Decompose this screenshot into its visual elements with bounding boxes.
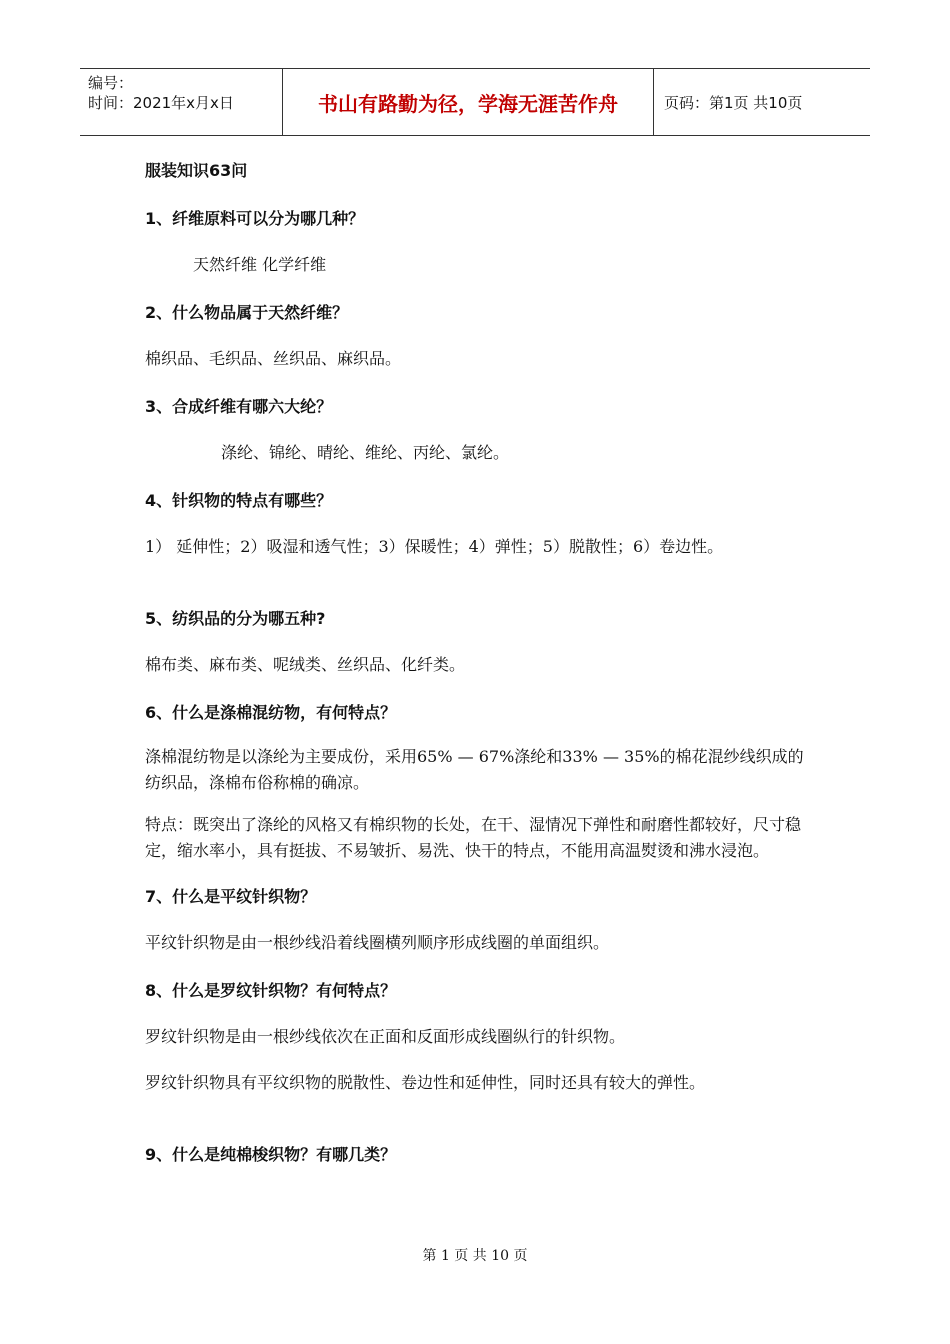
page-footer: 第 1 页 共 10 页 — [422, 1248, 528, 1264]
document-body — [145, 158, 835, 1168]
header-page-info: 页码：第1页 共10页 — [664, 93, 803, 112]
question-8: 8、什么是罗纹针织物？有何特点？ — [145, 981, 397, 1000]
question-2: 2、什么物品属于天然纤维？ — [145, 303, 349, 322]
header-motto: 书山有路勤为径，学海无涯苦作舟 — [282, 69, 654, 135]
answer-6-features: 特点：既突出了涤纶的风格又有棉织物的长处，在干、湿情况下弹性和耐磨性都较好，尺寸稳定，缩水率小，具有挺拔、不易皱折、易洗、快干的特点，不能用高温熨烫和沸水浸泡。 — [145, 815, 802, 860]
question-7: 7、什么是平纹针织物？ — [145, 887, 317, 906]
answer-8-definition: 罗纹针织物是由一根纱线依次在正面和反面形成线圈纵行的针织物。 — [145, 1027, 626, 1046]
answer-7: 平纹针织物是由一根纱线沿着线圈横列顺序形成线圈的单面组织。 — [145, 933, 610, 952]
question-3: 3、合成纤维有哪六大纶？ — [145, 397, 333, 416]
question-6: 6、什么是涤棉混纺物，有何特点？ — [145, 703, 397, 722]
answer-5: 棉布类、麻布类、呢绒类、丝织品、化纤类。 — [145, 655, 466, 674]
document-number-label: 编号： — [88, 74, 134, 92]
question-5: 5、纺织品的分为哪五种? — [145, 609, 326, 628]
page-header — [80, 68, 870, 136]
question-4: 4、针织物的特点有哪些？ — [145, 491, 333, 510]
document-date: 时间：2021年x月x日 — [88, 94, 234, 112]
document-title: 服装知识63问 — [145, 161, 248, 180]
answer-4: 1） 延伸性；2）吸湿和透气性；3）保暖性；4）弹性；5）脱散性；6）卷边性。 — [145, 537, 724, 556]
answer-2: 棉织品、毛织品、丝织品、麻织品。 — [145, 349, 402, 368]
question-1: 1、纤维原料可以分为哪几种？ — [145, 209, 365, 228]
answer-8-features: 罗纹针织物具有平纹织物的脱散性、卷边性和延伸性，同时还具有较大的弹性。 — [145, 1073, 706, 1092]
answer-6-definition: 涤棉混纺物是以涤纶为主要成份，采用65% — 67%涤纶和33% — 35%的棉花混纱线织成的纺织品，涤棉布俗称棉的确凉。 — [145, 747, 804, 792]
answer-3: 涤纶、锦纶、晴纶、维纶、丙纶、氯纶。 — [221, 443, 510, 462]
answer-1: 天然纤维 化学纤维 — [193, 255, 327, 274]
question-9: 9、什么是纯棉梭织物？有哪几类？ — [145, 1145, 397, 1164]
header-meta — [80, 69, 282, 135]
